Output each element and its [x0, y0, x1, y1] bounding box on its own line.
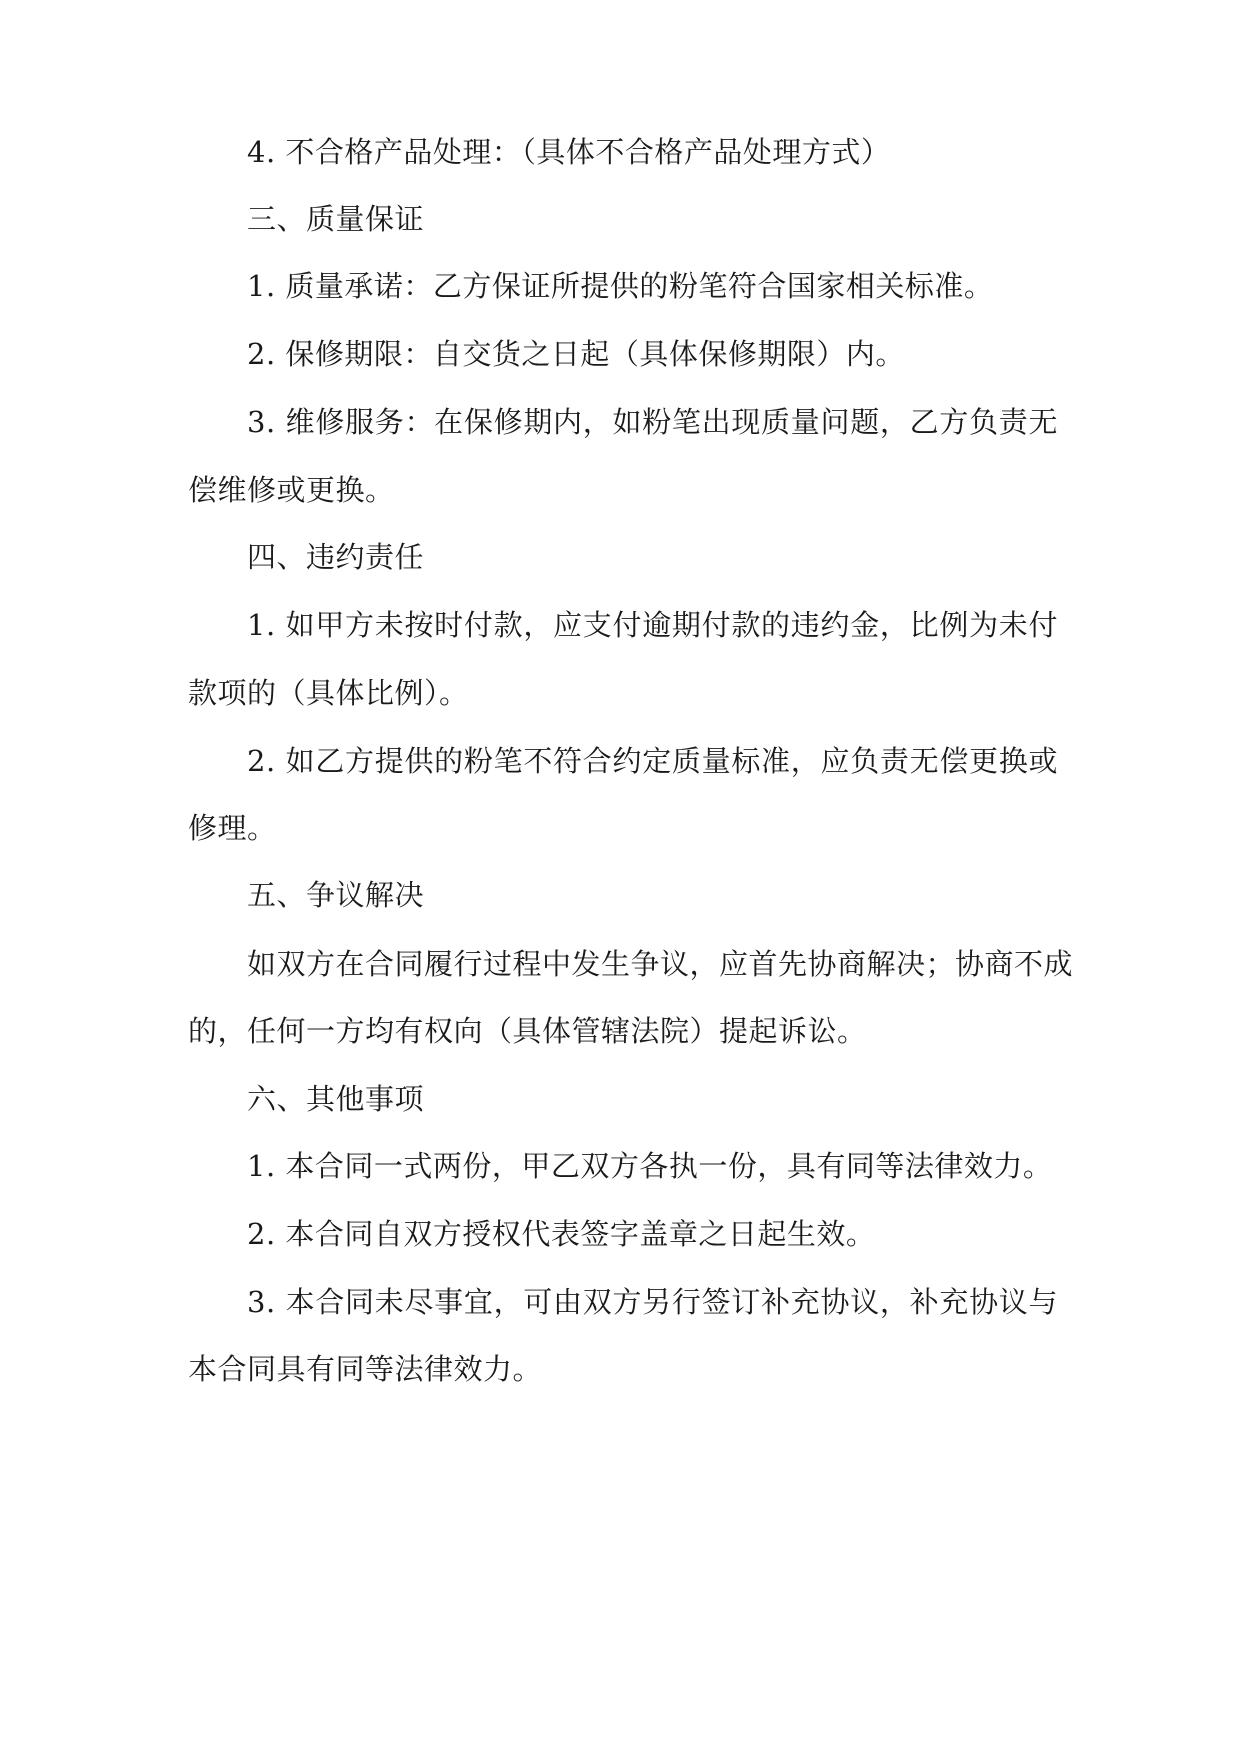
section-heading-quality-guarantee: 三、质量保证	[247, 202, 425, 236]
section-heading-other: 六、其他事项	[247, 1082, 425, 1116]
clause-supplementary-line1: 3. 本合同未尽事宜，可由双方另行签订补充协议，补充协议与	[247, 1285, 1058, 1319]
section-heading-liability: 四、违约责任	[247, 540, 425, 574]
clause-late-payment-line2: 款项的（具体比例）。	[188, 676, 469, 710]
clause-dispute-line1: 如双方在合同履行过程中发生争议，应首先协商解决；协商不成	[247, 947, 1074, 981]
clause-copies: 1. 本合同一式两份，甲乙双方各执一份，具有同等法律效力。	[247, 1149, 1053, 1183]
clause-effective: 2. 本合同自双方授权代表签字盖章之日起生效。	[247, 1217, 876, 1251]
section-heading-dispute: 五、争议解决	[247, 878, 425, 912]
clause-repair-service-line2: 偿维修或更换。	[188, 473, 395, 507]
clause-late-payment-line1: 1. 如甲方未按时付款，应支付逾期付款的违约金，比例为未付	[247, 608, 1058, 642]
clause-repair-service-line1: 3. 维修服务：在保修期内，如粉笔出现质量问题，乙方负责无	[247, 405, 1058, 439]
clause-supplementary-line2: 本合同具有同等法律效力。	[188, 1352, 543, 1386]
clause-4-unqualified-products: 4. 不合格产品处理：（具体不合格产品处理方式）	[247, 135, 891, 169]
clause-nonconforming-line2: 修理。	[188, 811, 277, 845]
clause-nonconforming-line1: 2. 如乙方提供的粉笔不符合约定质量标准，应负责无偿更换或	[247, 744, 1058, 778]
clause-warranty-period: 2. 保修期限：自交货之日起（具体保修期限）内。	[247, 337, 905, 371]
clause-quality-promise: 1. 质量承诺：乙方保证所提供的粉笔符合国家相关标准。	[247, 269, 994, 303]
clause-dispute-line2: 的，任何一方均有权向（具体管辖法院）提起诉讼。	[188, 1014, 867, 1048]
